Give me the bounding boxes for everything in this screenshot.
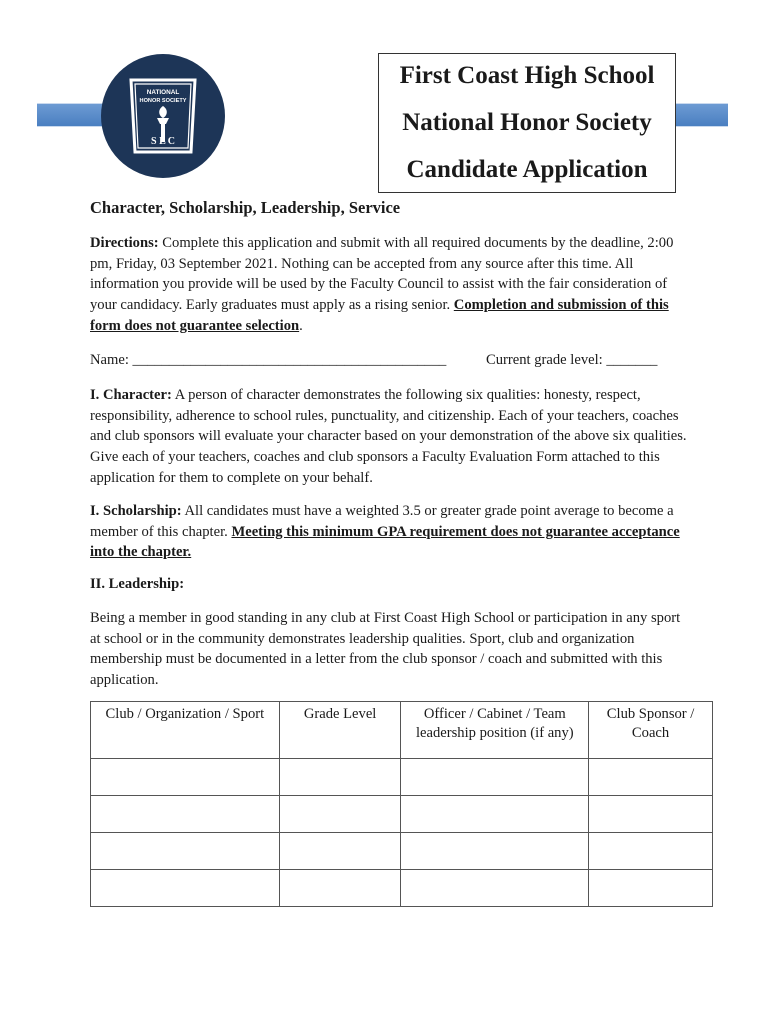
scholarship-emphasis: Meeting this minimum GPA requirement does not guarantee acceptance into the chapter. (90, 523, 680, 561)
table-cell[interactable] (401, 870, 589, 907)
school-name: First Coast High School (399, 62, 655, 89)
logo-text-honor-society: HONOR SOCIETY (139, 98, 187, 104)
directions-paragraph (90, 233, 690, 337)
table-row (91, 870, 713, 907)
header-club-organization-sport: Club / Organization / Sport (91, 702, 280, 759)
directions-body: Complete this application and submit with all required documents by the deadline, 2:00 pm, Friday, 03 September 2021. Nothing can be accepted from any source after this time. All information you provide will be used by the Faculty Council to assist with the fair consideration of your candidacy. Early graduates must apply as a rising senior. (90, 235, 674, 314)
table-cell[interactable] (401, 796, 589, 833)
title-box (378, 53, 676, 193)
scholarship-label: I. Scholarship: (90, 503, 182, 519)
table-cell[interactable] (589, 833, 713, 870)
nhs-logo (101, 54, 225, 178)
society-name: National Honor Society (402, 109, 652, 136)
scholarship-paragraph (90, 501, 690, 563)
table-cell[interactable] (589, 870, 713, 907)
table-cell[interactable] (91, 759, 280, 796)
table-row (91, 833, 713, 870)
character-label: I. Character: (90, 387, 172, 403)
directions-end: . (299, 317, 303, 334)
header-leadership-position: Officer / Cabinet / Team leadership position (if any) (401, 702, 589, 759)
table-row (91, 759, 713, 796)
table-cell[interactable] (91, 796, 280, 833)
nhs-keystone-emblem-icon (101, 54, 225, 178)
grade-level-field[interactable]: Current grade level: _______ (486, 352, 658, 368)
character-body: A person of character demonstrates the following six qualities: honesty, respect, responsibility, adherence to school rules, punctuality, and citizenship. Each of your teachers, coaches and club sponsors will evaluate your character based on your demonstration of the above six qualities. Give each of your teachers, coaches and club sponsors a Faculty Evaluation Form attached to this application for them to complete on your behalf. (90, 387, 687, 486)
name-field[interactable]: Name: ___________________________________________ (90, 352, 447, 368)
table-row (91, 796, 713, 833)
table-cell[interactable] (279, 833, 401, 870)
header-grade-level: Grade Level (279, 702, 401, 759)
logo-letters: S L C (151, 136, 175, 147)
table-cell[interactable] (91, 833, 280, 870)
directions-label: Directions: (90, 235, 159, 251)
table-cell[interactable] (589, 759, 713, 796)
table-cell[interactable] (401, 759, 589, 796)
table-header-row (91, 702, 713, 759)
leadership-paragraph: Being a member in good standing in any club at First Coast High School or participation in any sport at school or in the community demonstrates leadership qualities. Sport, club and organization membership must be documented in a letter from the club sponsor / coach and submitted with this application. (90, 610, 681, 689)
character-paragraph (90, 385, 690, 489)
decorative-band-left (37, 103, 109, 127)
form-title: Candidate Application (406, 156, 648, 183)
pillars-subtitle: Character, Scholarship, Leadership, Service (90, 198, 401, 217)
directions-emphasis: Completion and submission of this form does not guarantee selection (90, 297, 669, 334)
table-cell[interactable] (589, 796, 713, 833)
table-cell[interactable] (279, 796, 401, 833)
scholarship-body: All candidates must have a weighted 3.5 or greater grade point average to become a member of this chapter. (90, 503, 674, 540)
logo-text-national: NATIONAL (146, 89, 180, 96)
leadership-heading: II. Leadership: (90, 576, 185, 592)
table-cell[interactable] (279, 759, 401, 796)
table-cell[interactable] (401, 833, 589, 870)
table-cell[interactable] (91, 870, 280, 907)
decorative-band-right (672, 103, 728, 127)
clubs-table (90, 701, 713, 907)
table-cell[interactable] (279, 870, 401, 907)
header-club-sponsor-coach: Club Sponsor / Coach (589, 702, 713, 759)
name-row (90, 350, 680, 371)
